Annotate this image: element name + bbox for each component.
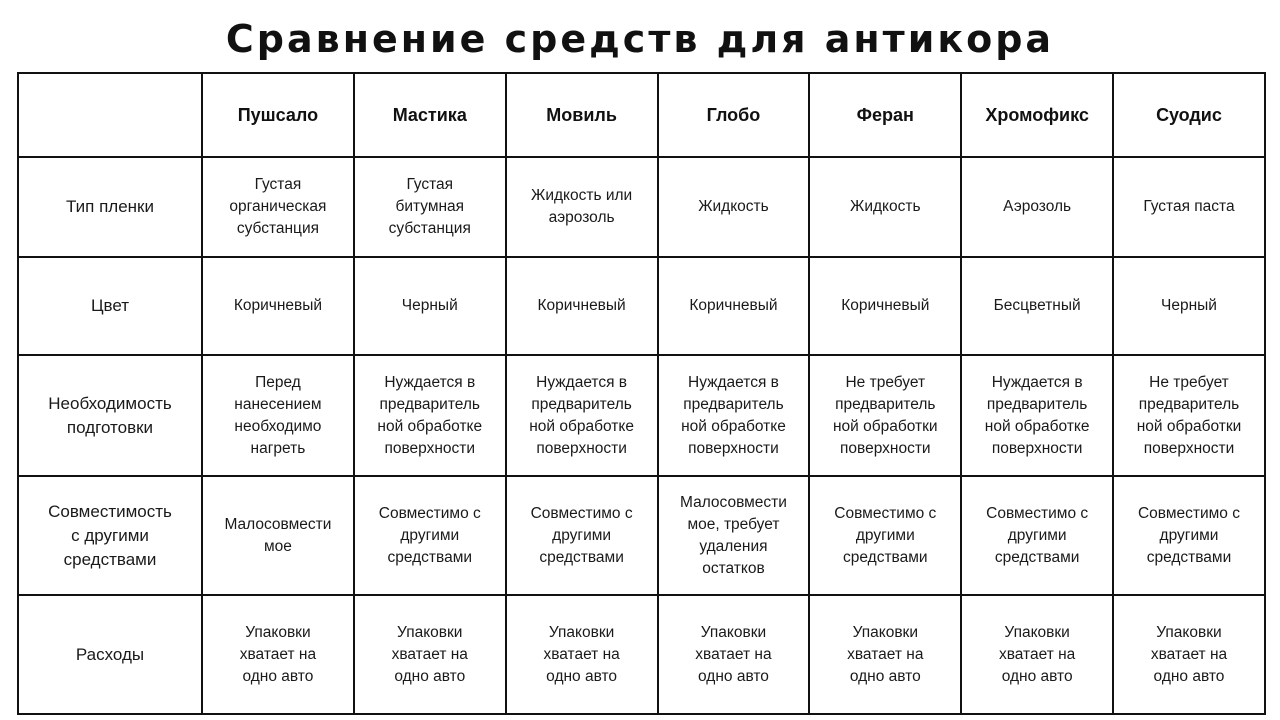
table-cell: Не требует предваритель ной обработки поверхности <box>1113 355 1265 476</box>
table-row <box>18 595 1265 714</box>
table-cell: Упаковки хватает на одно авто <box>1113 595 1265 714</box>
table-cell: Густая битумная субстанция <box>354 157 506 257</box>
table-cell: Черный <box>1113 257 1265 355</box>
table-cell: Жидкость или аэрозоль <box>506 157 658 257</box>
table-cell: Коричневый <box>658 257 810 355</box>
table-row <box>18 257 1265 355</box>
table-cell: Нуждается в предваритель ной обработке поверхности <box>658 355 810 476</box>
table-cell: Упаковки хватает на одно авто <box>506 595 658 714</box>
column-header: Феран <box>809 73 961 157</box>
table-cell: Совместимо с другими средствами <box>961 476 1113 595</box>
column-header: Глобо <box>658 73 810 157</box>
table-row <box>18 355 1265 476</box>
table-row <box>18 476 1265 595</box>
table-cell: Жидкость <box>658 157 810 257</box>
table-cell: Упаковки хватает на одно авто <box>658 595 810 714</box>
table-cell: Коричневый <box>202 257 354 355</box>
table-cell: Упаковки хватает на одно авто <box>202 595 354 714</box>
table-cell: Упаковки хватает на одно авто <box>961 595 1113 714</box>
table-cell: Совместимо с другими средствами <box>506 476 658 595</box>
column-header: Пушсало <box>202 73 354 157</box>
table-cell: Упаковки хватает на одно авто <box>809 595 961 714</box>
comparison-table <box>17 72 1266 715</box>
table-cell: Аэрозоль <box>961 157 1113 257</box>
table-cell: Не требует предваритель ной обработки поверхности <box>809 355 961 476</box>
table-cell: Упаковки хватает на одно авто <box>354 595 506 714</box>
table-cell: Перед нанесением необходимо нагреть <box>202 355 354 476</box>
table-cell: Малосовмести мое, требует удаления остатков <box>658 476 810 595</box>
table-cell: Бесцветный <box>961 257 1113 355</box>
table-row <box>18 157 1265 257</box>
table-cell: Густая паста <box>1113 157 1265 257</box>
table-cell: Нуждается в предваритель ной обработке поверхности <box>506 355 658 476</box>
table-cell: Черный <box>354 257 506 355</box>
row-label: Совместимость с другими средствами <box>18 476 202 595</box>
row-label: Цвет <box>18 257 202 355</box>
row-label: Тип пленки <box>18 157 202 257</box>
table-cell: Коричневый <box>809 257 961 355</box>
page-title: Сравнение средств для антикора <box>225 17 1055 61</box>
table-cell: Жидкость <box>809 157 961 257</box>
table-cell: Коричневый <box>506 257 658 355</box>
table-cell: Нуждается в предваритель ной обработке поверхности <box>354 355 506 476</box>
table-cell: Густая органическая субстанция <box>202 157 354 257</box>
column-header: Мастика <box>354 73 506 157</box>
corner-cell <box>18 73 202 157</box>
column-header: Суодис <box>1113 73 1265 157</box>
row-label: Необходимость подготовки <box>18 355 202 476</box>
table-cell: Совместимо с другими средствами <box>809 476 961 595</box>
table-cell: Нуждается в предваритель ной обработке поверхности <box>961 355 1113 476</box>
table-cell: Малосовмести мое <box>202 476 354 595</box>
table-header-row <box>18 73 1265 157</box>
table-cell: Совместимо с другими средствами <box>354 476 506 595</box>
column-header: Мовиль <box>506 73 658 157</box>
table-cell: Совместимо с другими средствами <box>1113 476 1265 595</box>
row-label: Расходы <box>18 595 202 714</box>
column-header: Хромофикс <box>961 73 1113 157</box>
